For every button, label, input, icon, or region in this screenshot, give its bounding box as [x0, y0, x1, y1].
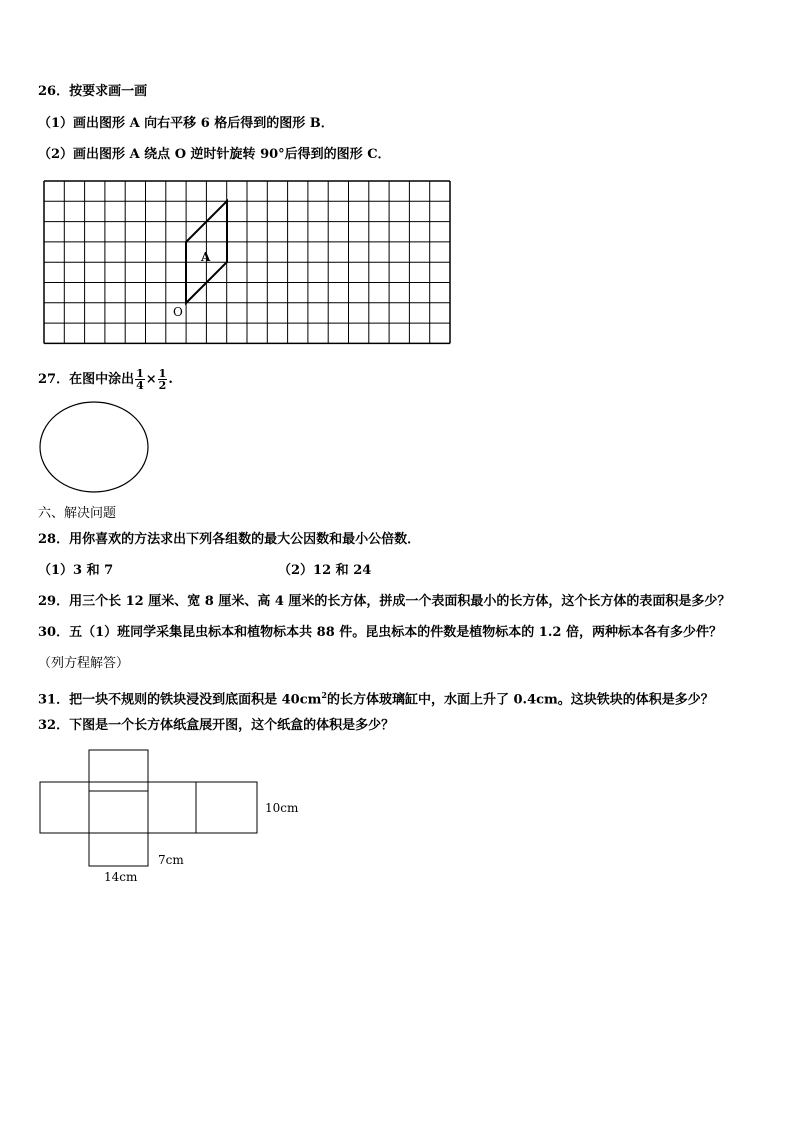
section6-title: 六、解决问题 — [38, 506, 117, 521]
q31-text: 31．把一块不规则的铁块浸没到底面积是 $40cm^2$的长方体玻璃缸中，水面上升了 0.4cm。这块铁块的体积是多少？ — [38, 690, 714, 708]
label-14cm: 14cm — [104, 870, 138, 884]
q30-text: 30．五（1）班同学采集昆虫标本和植物标本共 88 件。昆虫标本的件数是植物标本的 1.2 倍，两种标本各有多少件？ — [38, 625, 722, 640]
grid-figure — [0, 0, 794, 360]
q29-text: 29．用三个长 12 厘米、宽 8 厘米、高 4 厘米的长方体，拼成一个表面积最小的长方体，这个长方体的表面积是多少？ — [38, 594, 731, 609]
label-o: O — [173, 305, 183, 319]
q27-prefix: 27．在图中涂出 — [38, 372, 135, 387]
q26-sub2: （2）画出图形 A 绕点 O 逆时针旋转 90°后得到的图形 C． — [38, 147, 391, 162]
times-sign: × — [145, 372, 157, 387]
q26-sub1: （1）画出图形 A 向右平移 6 格后得到的图形 B． — [38, 116, 334, 131]
q27-line: 27．在图中涂出 $\frac{1}{4}$ × $\frac{1}{2}$ . — [38, 367, 173, 392]
q28-part2: （2）12 和 24 — [278, 563, 372, 578]
q30-note: （列方程解答） — [38, 656, 130, 671]
label-a: A — [201, 250, 211, 264]
q28-part1: （1）3 和 7 — [38, 563, 114, 578]
q32-text: 32．下图是一个长方体纸盒展开图，这个纸盒的体积是多少？ — [38, 718, 395, 733]
circle-figure — [38, 400, 158, 500]
q28-text: 28．用你喜欢的方法求出下列各组数的最大公因数和最小公倍数． — [38, 532, 421, 547]
fraction-1: $\frac{1}{4}$ — [136, 367, 144, 392]
q26-title: 26．按要求画一画 — [38, 84, 148, 99]
box-net-figure — [0, 740, 794, 890]
fraction-2: $\frac{1}{2}$ — [158, 367, 167, 392]
label-7cm: 7cm — [158, 853, 184, 867]
grid-lines — [44, 181, 450, 343]
label-10cm: 10cm — [265, 801, 299, 815]
